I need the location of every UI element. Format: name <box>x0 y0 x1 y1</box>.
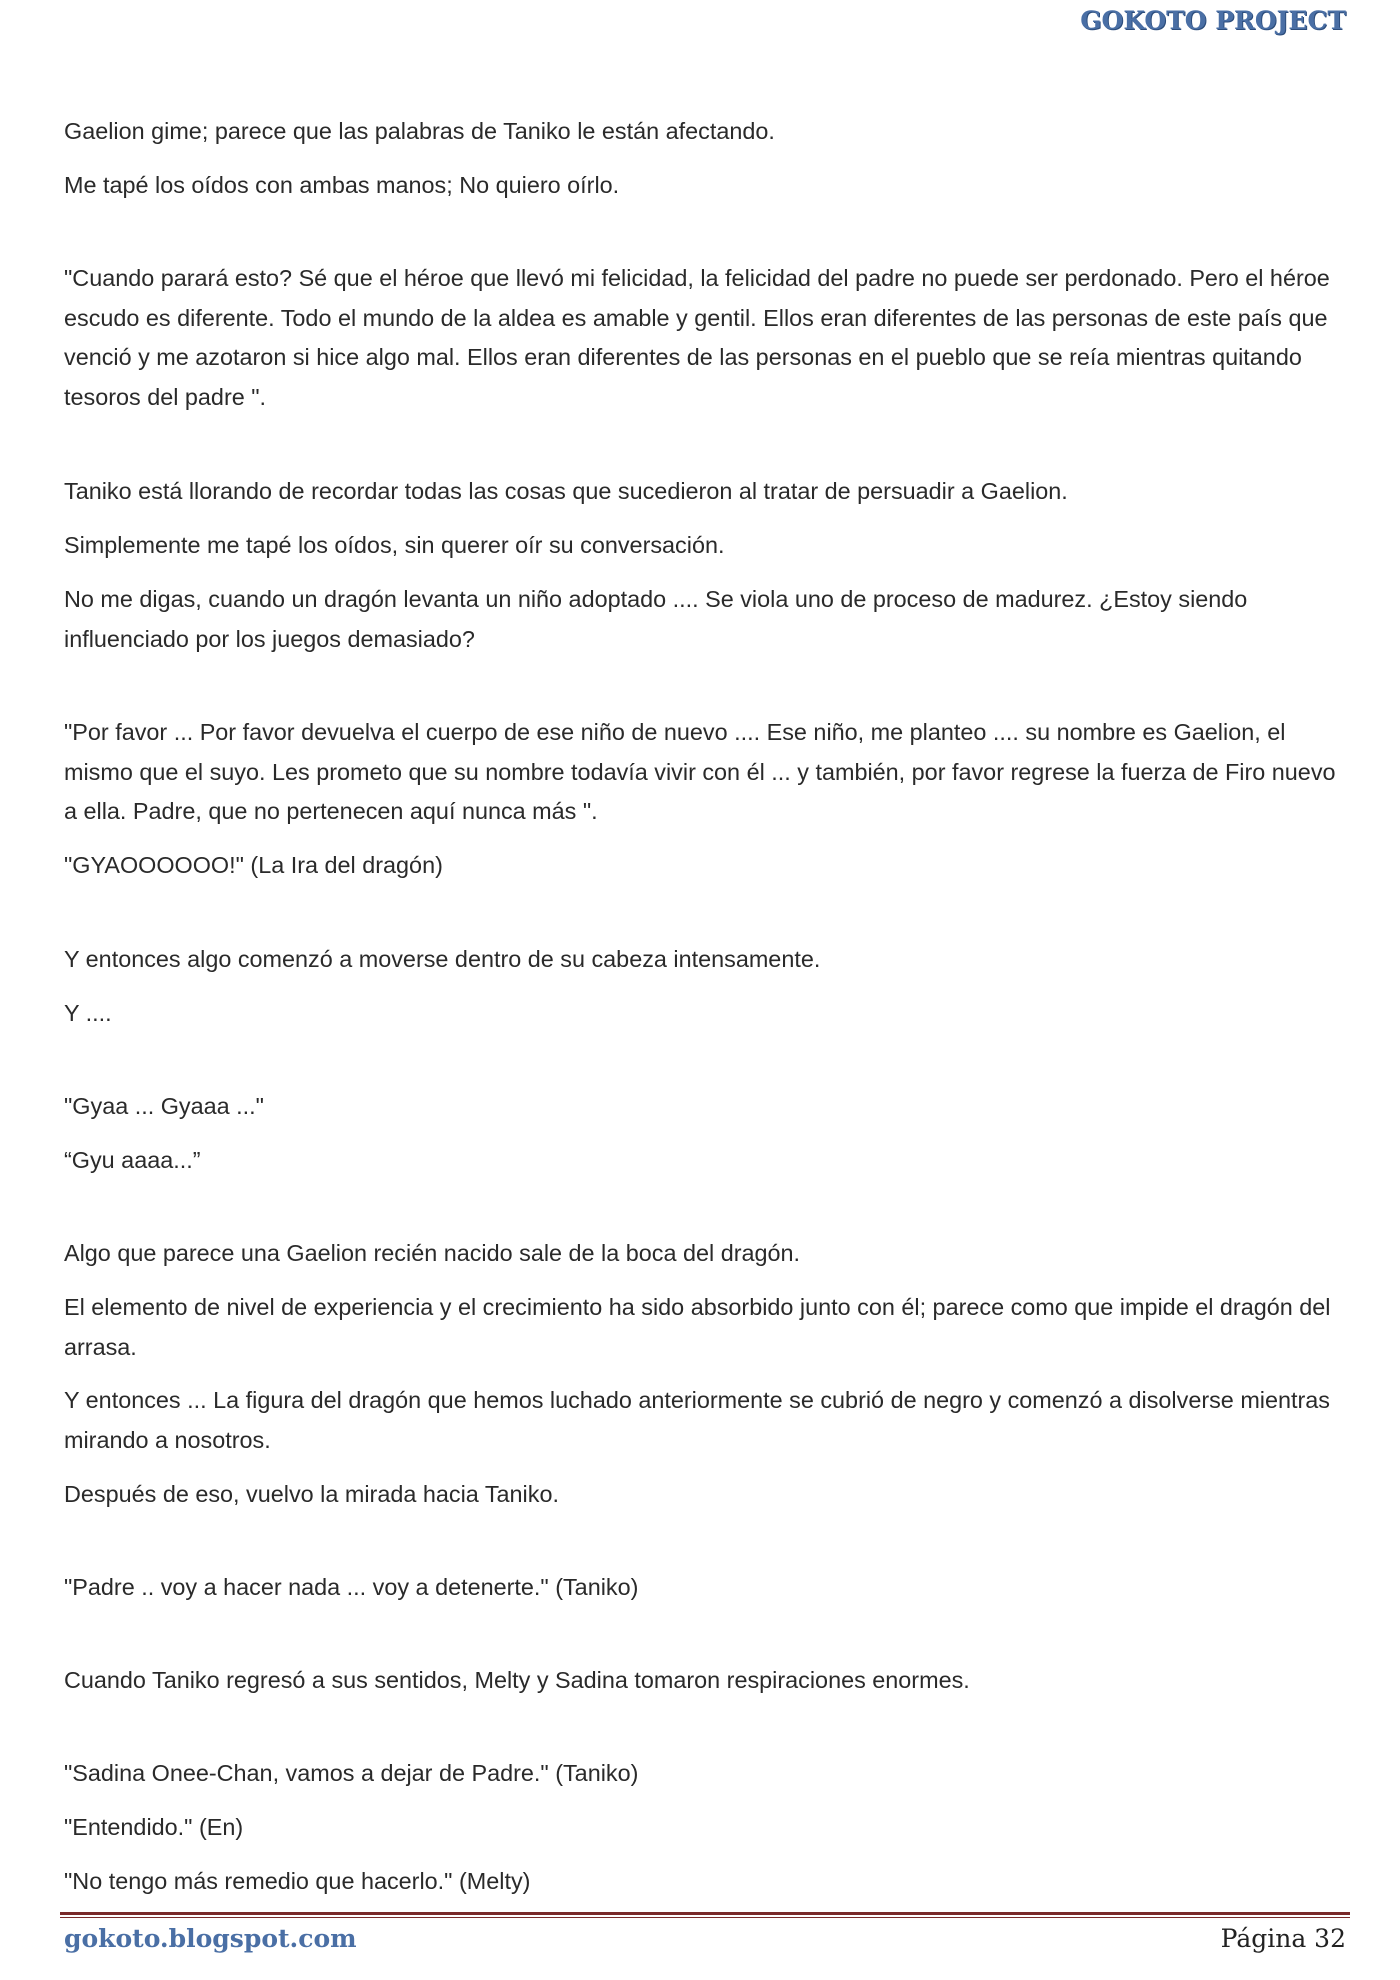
paragraph: "Gyaa ... Gyaaa ..." <box>64 1093 264 1119</box>
footer-site-link[interactable]: gokoto.blogspot.com <box>64 1924 357 1953</box>
header-brand: GOKOTO PROJECT <box>1080 6 1346 35</box>
paragraph: "Entendido." (En) <box>64 1814 244 1840</box>
paragraph: "Padre .. voy a hacer nada ... voy a detenerte." (Taniko) <box>64 1574 639 1600</box>
page-number: Página 32 <box>1220 1924 1346 1953</box>
paragraph: “Gyu aaaa...” <box>64 1147 201 1173</box>
paragraph: Gaelion gime; parece que las palabras de Taniko le están afectando. <box>64 118 775 144</box>
paragraph: Cuando Taniko regresó a sus sentidos, Melty y Sadina tomaron respiraciones enormes. <box>64 1667 970 1693</box>
paragraph: "Cuando parará esto? Sé que el héroe que llevó mi felicidad, la felicidad del padre no puede ser perdonado. Pero el héroe escudo es diferente. Todo el mundo de la aldea es amable y gentil. Ellos eran diferentes de las personas de este país que venció y me azotaron si hice algo mal. Ellos eran diferentes de las personas en el pueblo que se reía mientras quitando tesoros del padre ". <box>64 265 1330 410</box>
paragraph: Simplemente me tapé los oídos, sin querer oír su conversación. <box>64 532 725 558</box>
paragraph: Algo que parece una Gaelion recién nacido sale de la boca del dragón. <box>64 1240 801 1266</box>
paragraph: Y .... <box>64 1000 112 1026</box>
paragraph: No me digas, cuando un dragón levanta un niño adoptado .... Se viola uno de proceso de madurez. ¿Estoy siendo influenciado por los juegos demasiado? <box>64 586 1248 652</box>
paragraph: Taniko está llorando de recordar todas las cosas que sucedieron al tratar de persuadir a Gaelion. <box>64 478 1068 504</box>
paragraph: El elemento de nivel de experiencia y el crecimiento ha sido absorbido junto con él; parece como que impide el dragón del arrasa. <box>64 1294 1331 1360</box>
paragraph: "Por favor ... Por favor devuelva el cuerpo de ese niño de nuevo .... Ese niño, me planteo .... su nombre es Gaelion, el mismo que el suyo. Les prometo que su nombre todavía vivir con él ... y también, por favor regrese la fuerza de Firo nuevo a ella. Padre, que no pertenecen aquí nunca más ". <box>64 719 1336 824</box>
footer-divider-thin <box>60 1917 1350 1918</box>
footer-divider <box>60 1912 1350 1915</box>
paragraph: "Sadina Onee-Chan, vamos a dejar de Padre." (Taniko) <box>64 1760 639 1786</box>
paragraph: "No tengo más remedio que hacerlo." (Melty) <box>64 1868 531 1894</box>
paragraph: Y entonces algo comenzó a moverse dentro de su cabeza intensamente. <box>64 946 821 972</box>
paragraph: "GYAOOOOOO!" (La Ira del dragón) <box>64 852 443 878</box>
paragraph: Y entonces ... La figura del dragón que hemos luchado anteriormente se cubrió de negro y comenzó a disolverse mientras mirando a nosotros. <box>64 1387 1331 1453</box>
paragraph: Después de eso, vuelvo la mirada hacia Taniko. <box>64 1481 559 1507</box>
paragraph: Me tapé los oídos con ambas manos; No quiero oírlo. <box>64 172 620 198</box>
